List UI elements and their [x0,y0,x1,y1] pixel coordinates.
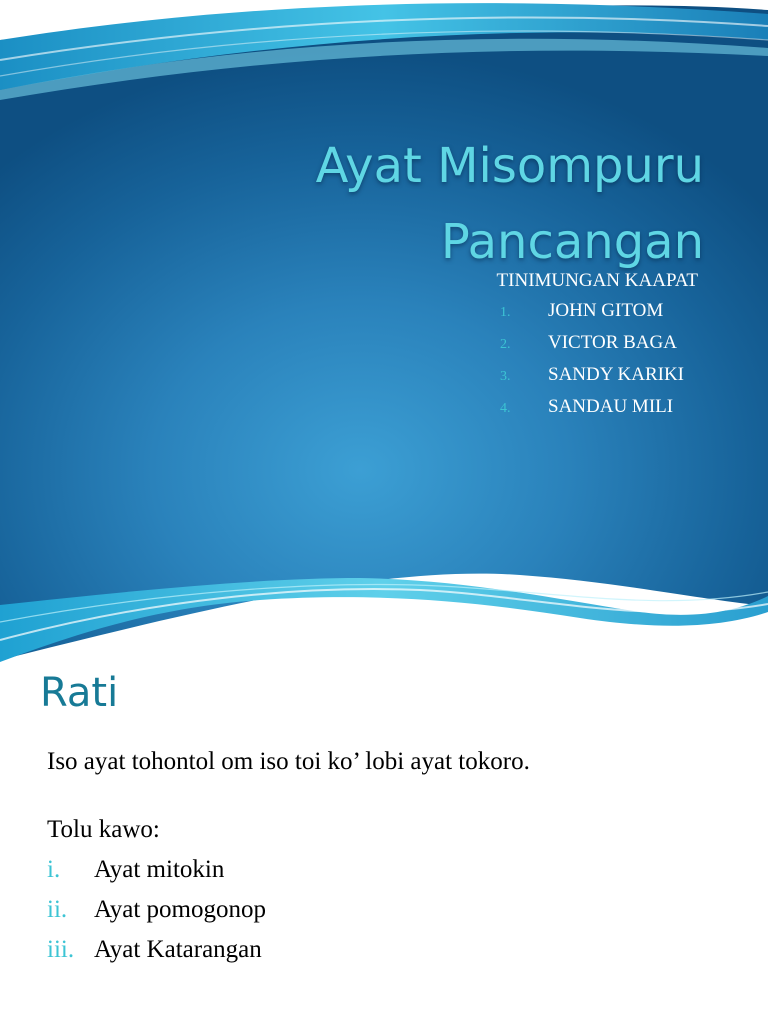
slide-title [64,128,704,280]
spacer [47,782,737,810]
member-number: 4. [500,401,511,416]
member-item [497,296,698,328]
slide-body [47,742,737,970]
types-label: Tolu kawo: [47,816,160,843]
title-line-2: Pancangan [440,214,704,270]
member-number: 3. [500,369,511,384]
member-item [497,392,698,424]
type-text: Ayat Katarangan [94,936,262,963]
member-item [497,360,698,392]
type-item [47,850,737,890]
type-number: iii. [47,936,75,963]
type-number: i. [47,856,61,883]
types-list [47,850,737,970]
type-number: ii. [47,896,68,923]
definition-text: Iso ayat tohontol om iso toi ko’ lobi ayat tokoro. [47,748,530,775]
type-text: Ayat mitokin [94,856,225,883]
member-name: SANDY KARIKI [548,364,684,385]
member-number: 1. [500,305,511,320]
slide-heading: Rati [40,670,119,716]
type-text: Ayat pomogonop [94,896,266,923]
title-line-1: Ayat Misompuru [315,138,704,194]
member-name: VICTOR BAGA [548,332,677,353]
member-list [497,266,698,424]
member-item [497,328,698,360]
group-heading: TINIMUNGAN KAAPAT [496,270,698,291]
member-number: 2. [500,337,511,352]
type-item [47,890,737,930]
member-name: SANDAU MILI [548,396,674,417]
content-slide [0,670,768,1024]
member-name: JOHN GITOM [548,300,664,321]
type-item [47,930,737,970]
